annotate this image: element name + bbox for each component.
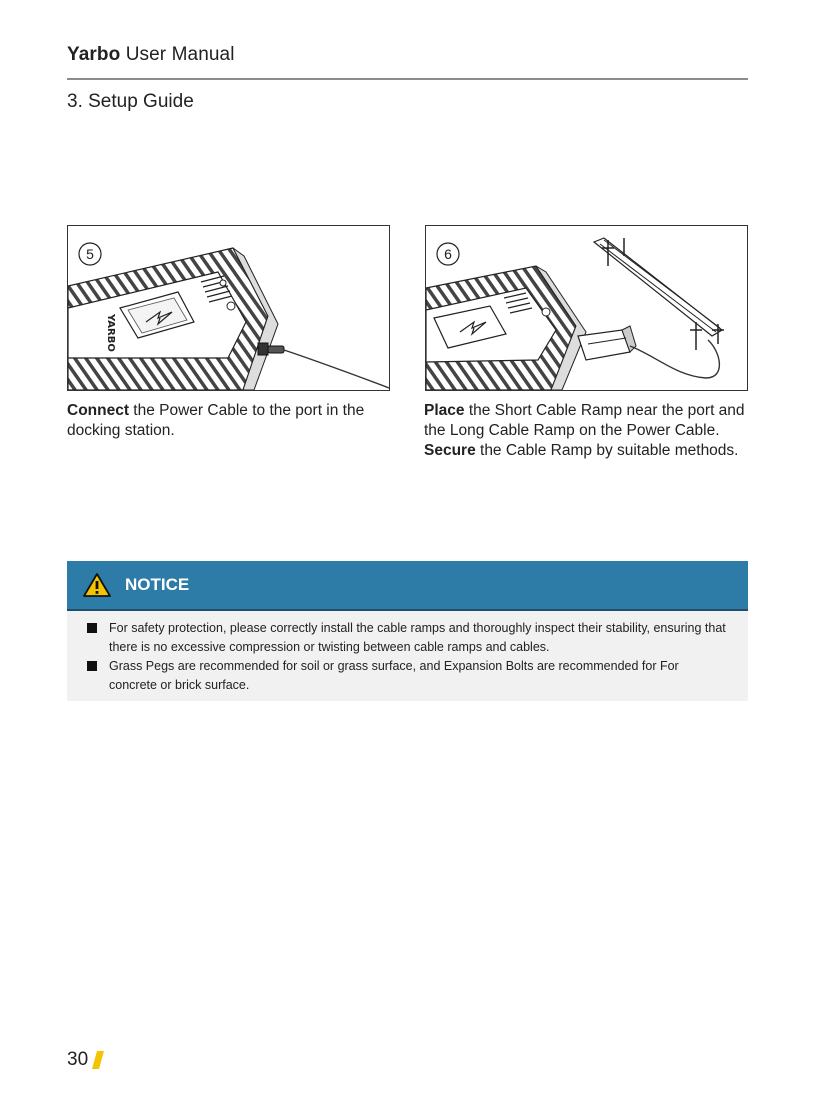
step-6-text-1: the Short Cable Ramp near the port and the Long Cable Ramp on the Power Cable. bbox=[424, 402, 745, 439]
warning-icon bbox=[83, 572, 111, 598]
step-number-6: 6 bbox=[444, 246, 452, 262]
notice-item-text: Grass Pegs are recommended for soil or grass surface, and Expansion Bolts are recommended for For concrete or brick surface. bbox=[109, 659, 679, 692]
step-number-5: 5 bbox=[86, 246, 94, 262]
step-6-action-place: Place bbox=[424, 402, 465, 419]
bullet-square-icon bbox=[87, 623, 97, 633]
step-5-text: the Power Cable to the port in the docking station. bbox=[67, 402, 365, 439]
step-6-caption bbox=[424, 401, 754, 461]
brand-name: Yarbo bbox=[67, 44, 121, 65]
yellow-slash-icon bbox=[92, 1051, 104, 1069]
step-6-illustration bbox=[425, 225, 748, 391]
notice-box bbox=[67, 561, 748, 701]
notice-item bbox=[87, 619, 728, 656]
notice-body bbox=[67, 611, 748, 701]
step-5-illustration bbox=[67, 225, 390, 391]
section-title: 3. Setup Guide bbox=[67, 91, 194, 112]
document-title bbox=[67, 44, 747, 66]
yarbo-logo-text: YARBO bbox=[105, 314, 116, 352]
bullet-square-icon bbox=[87, 661, 97, 671]
notice-item bbox=[87, 657, 728, 694]
cable-ramp-drawing bbox=[426, 226, 747, 390]
header-divider bbox=[67, 78, 748, 80]
step-5-caption bbox=[67, 401, 397, 441]
step-5-action: Connect bbox=[67, 402, 129, 419]
page-footer bbox=[67, 1049, 104, 1071]
page-header bbox=[67, 44, 747, 66]
manual-label: User Manual bbox=[125, 44, 235, 65]
docking-station-drawing bbox=[68, 226, 389, 390]
notice-header bbox=[67, 561, 748, 611]
step-6-action-secure: Secure bbox=[424, 442, 476, 459]
page-number: 30 bbox=[67, 1049, 89, 1070]
notice-title: NOTICE bbox=[125, 575, 190, 594]
step-6-text-2: the Cable Ramp by suitable methods. bbox=[475, 442, 739, 459]
notice-item-text: For safety protection, please correctly install the cable ramps and thoroughly inspect their stability, ensuring that there is no excessive compression or twisting between cable ramps and cables. bbox=[109, 621, 726, 654]
